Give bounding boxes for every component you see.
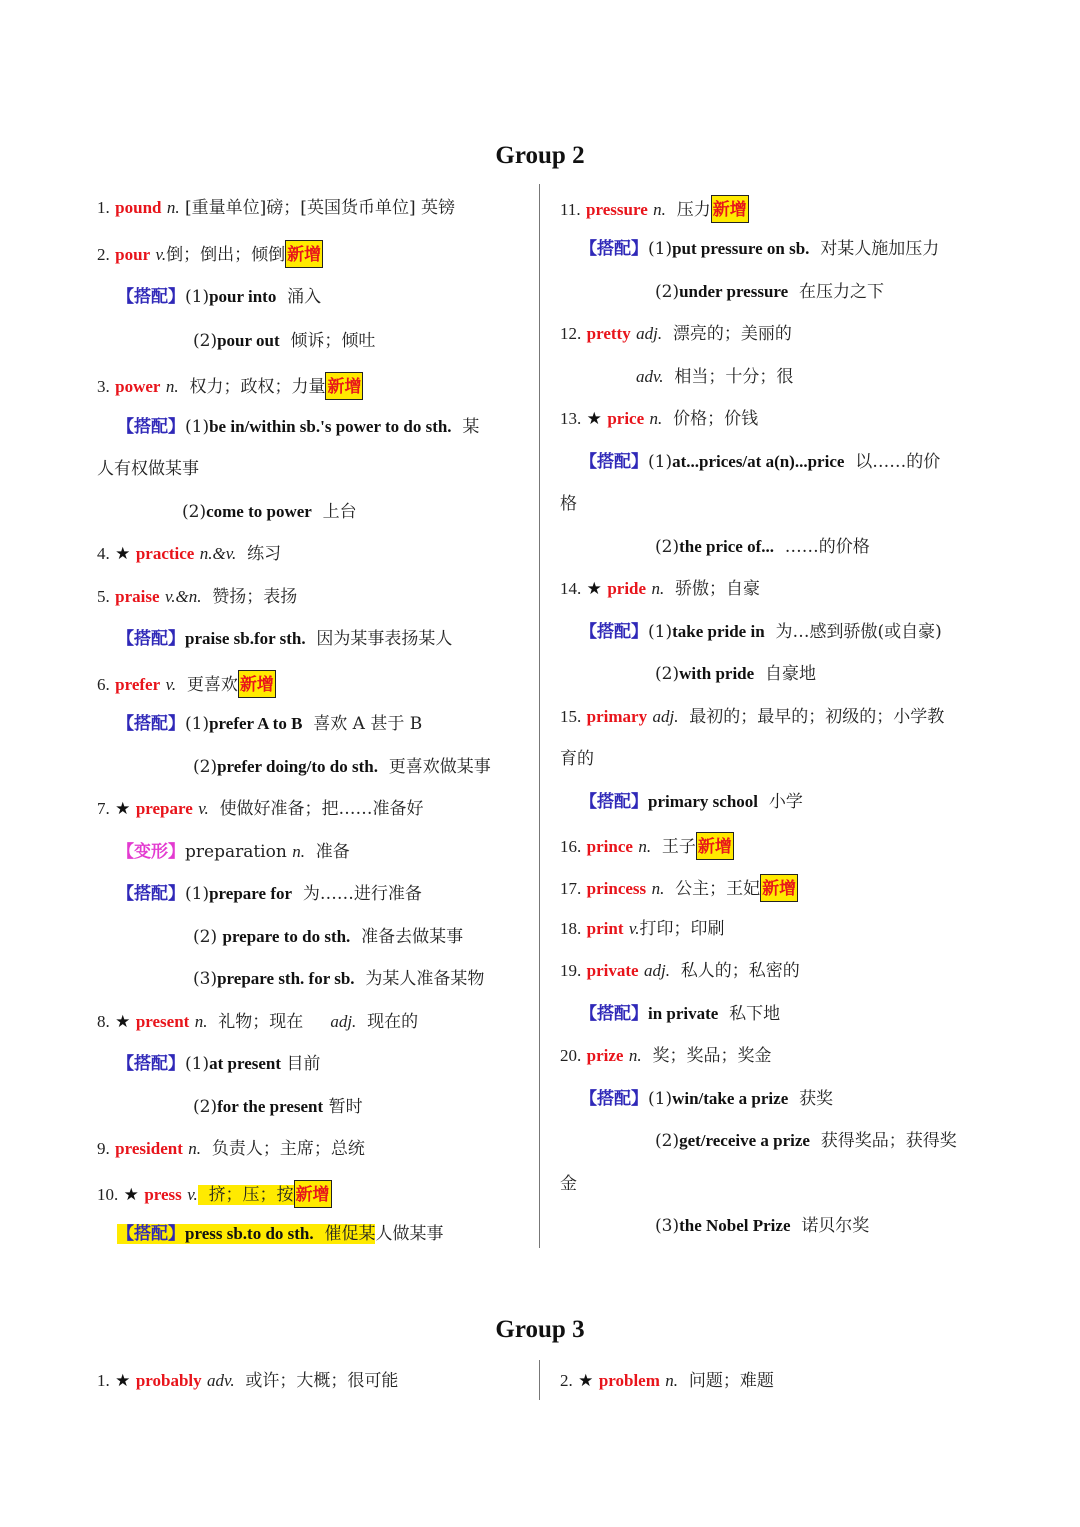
headword: prefer xyxy=(115,675,161,694)
headword: prize xyxy=(586,1046,624,1065)
headword: pretty xyxy=(586,324,631,343)
entry-print: 18. print v.打印；印刷 xyxy=(560,919,725,939)
collocation-line: 【搭配】praise sb.for sth. 因为某事表扬某人 xyxy=(117,629,453,649)
collocation-line: (2) prepare to do sth. 准备去做某事 xyxy=(193,927,464,947)
column-divider xyxy=(539,184,540,1248)
headword: primary xyxy=(586,707,648,726)
headword: practice xyxy=(135,544,195,563)
entry-princess: 17. princess n. 公主；王妃 新增 xyxy=(560,874,798,902)
variation-line: 【变形】preparation n. 准备 xyxy=(117,842,350,862)
collocation-line: (2)for the present 暂时 xyxy=(193,1097,363,1117)
wrap-line: 金 xyxy=(560,1174,577,1194)
entry-prepare: 7. ★ prepare v. 使做好准备；把……准备好 xyxy=(97,799,424,819)
collocation-line: (2)the price of... ……的价格 xyxy=(655,537,870,557)
collocation-line: (2)come to power 上台 xyxy=(182,502,357,522)
headword: problem xyxy=(598,1371,660,1390)
collocation-line: 【搭配】(1)be in/within sb.'s power to do sth. 某 xyxy=(117,417,480,437)
collocation-line: 【搭配】(1)prefer A to B 喜欢 A 甚于 B xyxy=(117,714,423,734)
entry-president: 9. president n. 负责人；主席；总统 xyxy=(97,1139,365,1159)
entry-pretty: 12. pretty adj. 漂亮的；美丽的 xyxy=(560,324,792,344)
collocation-line: 【搭配】primary school 小学 xyxy=(580,792,803,812)
headword: pour xyxy=(115,245,151,264)
collocation-line: (2)pour out 倾诉；倾吐 xyxy=(193,331,376,351)
entry-price: 13. ★ price n. 价格；价钱 xyxy=(560,409,759,429)
sense-line: adv. 相当；十分；很 xyxy=(636,367,794,387)
headword: price xyxy=(607,409,645,428)
headword: president xyxy=(115,1139,183,1158)
collocation-line: 【搭配】(1)prepare for 为……进行准备 xyxy=(117,884,422,904)
entry-practice: 4. ★ practice n.&v. 练习 xyxy=(97,544,282,564)
wrap-line: 人有权做某事 xyxy=(97,459,199,479)
entry-prince: 16. prince n. 王子 新增 xyxy=(560,832,734,860)
entry-pressure: 11. pressure n. 压力 新增 xyxy=(560,195,749,223)
collocation-line: (2)get/receive a prize 获得奖品；获得奖 xyxy=(655,1131,957,1151)
headword: pound xyxy=(115,198,162,217)
collocation-line: 【搭配】(1)win/take a prize 获奖 xyxy=(580,1089,834,1109)
headword: press xyxy=(144,1185,182,1204)
new-badge: 新增 xyxy=(696,832,734,860)
entry-private: 19. private adj. 私人的；私密的 xyxy=(560,961,800,981)
headword: princess xyxy=(586,879,647,898)
new-badge: 新增 xyxy=(711,195,749,223)
collocation-line: (2)with pride 自豪地 xyxy=(655,664,816,684)
collocation-line: 【搭配】(1)at...prices/at a(n)...price 以……的价 xyxy=(580,452,941,472)
entry-pour: 2. pour v.倒；倒出；倾倒 新增 xyxy=(97,240,323,268)
entry-prize: 20. prize n. 奖；奖品；奖金 xyxy=(560,1046,772,1066)
headword: prince xyxy=(586,837,633,856)
new-badge: 新增 xyxy=(325,372,363,400)
entry-praise: 5. praise v.&n. 赞扬；表扬 xyxy=(97,587,298,607)
headword: praise xyxy=(115,587,160,606)
column-divider xyxy=(539,1360,540,1400)
entry-pride: 14. ★ pride n. 骄傲；自豪 xyxy=(560,579,761,599)
entry-problem: 2. ★ problem n. 问题；难题 xyxy=(560,1371,774,1391)
new-badge: 新增 xyxy=(294,1180,332,1208)
collocation-line: 【搭配】(1)take pride in 为…感到骄傲(或自豪) xyxy=(580,622,942,642)
headword: prepare xyxy=(135,799,193,818)
entry-pound: 1. pound n. [重量单位]磅；[英国货币单位] 英镑 xyxy=(97,198,455,218)
collocation-line: (2)under pressure 在压力之下 xyxy=(655,282,885,302)
headword: present xyxy=(135,1012,190,1031)
headword: private xyxy=(586,961,639,980)
group-2-title: Group 2 xyxy=(495,142,585,169)
collocation-line: 【搭配】(1)pour into 涌入 xyxy=(117,287,322,307)
entry-power: 3. power n. 权力；政权；力量 新增 xyxy=(97,372,363,400)
collocation-line: 【搭配】in private 私下地 xyxy=(580,1004,781,1024)
collocation-line: 【搭配】(1)put pressure on sb. 对某人施加压力 xyxy=(580,239,940,259)
headword: power xyxy=(115,377,161,396)
group-3-title: Group 3 xyxy=(495,1316,585,1343)
headword: print xyxy=(586,919,624,938)
collocation-line: (3)the Nobel Prize 诺贝尔奖 xyxy=(655,1216,870,1236)
new-badge: 新增 xyxy=(760,874,798,902)
headword: probably xyxy=(135,1371,202,1390)
collocation-line: (3)prepare sth. for sb. 为某人准备某物 xyxy=(193,969,485,989)
collocation-line: 【搭配】(1)at present 目前 xyxy=(117,1054,321,1074)
wrap-line: 育的 xyxy=(560,749,594,769)
entry-press: 10. ★ press v. 挤；压；按 新增 xyxy=(97,1180,332,1208)
entry-probably: 1. ★ probably adv. 或许；大概；很可能 xyxy=(97,1371,399,1391)
wrap-line: 格 xyxy=(560,494,577,514)
entry-primary: 15. primary adj. 最初的；最早的；初级的；小学教 xyxy=(560,707,945,727)
entry-prefer: 6. prefer v. 更喜欢 新增 xyxy=(97,670,276,698)
new-badge: 新增 xyxy=(285,240,323,268)
new-badge: 新增 xyxy=(238,670,276,698)
headword: pride xyxy=(607,579,647,598)
entry-present: 8. ★ present n. 礼物；现在 adj. 现在的 xyxy=(97,1012,419,1032)
headword: pressure xyxy=(586,200,648,219)
collocation-line: 【搭配】press sb.to do sth. 催促某人做某事 xyxy=(117,1224,444,1244)
collocation-line: (2)prefer doing/to do sth. 更喜欢做某事 xyxy=(193,757,491,777)
